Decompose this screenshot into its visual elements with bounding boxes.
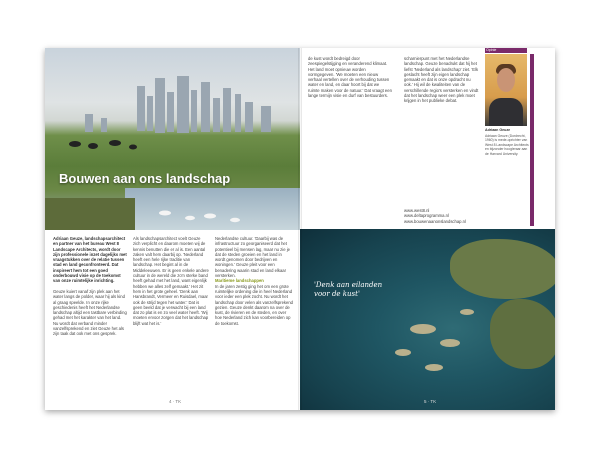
cows-and-swans (45, 48, 300, 230)
article-title: Bouwen aan ons landschap (59, 171, 231, 186)
sidebar-caption: Adriaan Geuze (Dordrecht, 1960) is mede-oprichter van West 8 Landscape Architects en bijzonder hoogleraar aan de Harvard University. (485, 134, 529, 156)
right-column-1 (308, 56, 392, 98)
link-item[interactable]: www.deltaprogramma.nl (404, 213, 449, 219)
portrait-face (497, 68, 515, 92)
sand-island (410, 324, 436, 334)
sidebar-accent-bar (530, 54, 534, 226)
sand-island (425, 364, 443, 371)
sand-island (395, 349, 411, 356)
magazine-spread (45, 48, 555, 410)
web-links (404, 208, 466, 224)
portrait-body (489, 98, 523, 126)
body-paragraph: de kust wordt bedreigd door zeespiegelstijging en veranderend klimaat. Het land moet opnieuw worden vormgegeven. 'We moeten een nieuw verhaal vertellen over de verhouding tussen water en land, en daar hoort bij dat we ruimte maken voor de natuur.' Dat vraagt een lange termijn visie en durf van bestuurders. (308, 56, 392, 99)
aerial-photo (300, 229, 555, 410)
link-item[interactable]: www.bouwenaanonslandschap.nl (404, 218, 466, 224)
body-paragraph: Als landschapsarchitect voelt Geuze zich verplicht en daarom moeten wij de kennis benutten die er al is. Een aantal zaken valt hem daarbij op. 'Nederland heeft een hele rijke traditie van landschap. Het begint al in de Middeleeuwen. Er is geen enkele andere cultuur in de wereld die zo'n sterke band heeft gehad met het land, want eigenlijk hebben we alles zelf gemaakt.' Het zit hem in het grote geheel. 'Denk aan Hansbrandt, Vermeer en Ruisdael, maar ook de strijd tegen het water.' Dat is geen beeld dat je verwacht bij een land dat zo plat is en zo veel water heeft. 'Wij moeten ervoor zorgen dat het landschap blijft wat het is.' (133, 236, 209, 326)
land-mass (490, 299, 555, 369)
body-paragraph: In de jaren zestig ging het om een grote ruimtelijke ordening die in heel Nederland voor ieder een plek zocht. Nu wordt het landschap door velen als vanzelfsprekend gezien. Geuze denkt daarom na over de kust, de rivieren en de steden, en over hoe Nederland zich kan voorbereiden op de toekomst. (215, 283, 293, 326)
pull-quote: 'Denk aan eilanden voor de kust' (314, 281, 383, 298)
left-column-2 (133, 236, 209, 326)
section-subheading: Maritieme landschappen (215, 278, 264, 284)
intro-paragraph: Adriaan Geuze, landschapsarchitect en partner van het bureau West 8 Landscape Architects, wordt door zijn professionele inzet dagelijks met vraagstukken over de relatie tussen stad en land geconfronteerd. Dat inspireert hem tot een goed onderbouwd visie op de toekomst van onze ruimtelijke inrichting. (53, 236, 127, 284)
left-page (45, 48, 300, 410)
body-paragraph: Geuze kuiert vanaf zijn plek aan het water langs de polder, waar hij als kind al graag speelde. In onze rijke geschiedenis heeft het Nederlandse landschap altijd een tastbare verbinding gehad met het karakter van het land. Nu wordt dat verband minder vanzelfsprekend en ziet Geuze het als zijn taak dat ook met ons gesprek. (53, 288, 127, 337)
page-number-left: 4 · TK (169, 399, 182, 404)
right-column-2 (404, 56, 480, 104)
spread-gutter (298, 48, 302, 410)
sand-island (460, 309, 474, 315)
sidebar-tag: Opinie (485, 48, 527, 53)
body-paragraph: Nederlandse cultuur. 'Daarbij was de infrastructuur zo georganiseerd dat het potentieel bij mensen lag, maar nu zie je dat de steden groeien en het land in wordt genomen door bedrijven en woningen.' Geuze pleit voor een benadering waarin stad en land elkaar versterken. (215, 236, 290, 279)
left-column-3 (215, 236, 293, 326)
left-column-1 (53, 236, 127, 337)
body-paragraph: scharnierpunt met het Nederlandse landschap. Geuze benadrukt dat hij het liefst 'Nederland als landschap' ziet. 'Elk geslacht heeft zijn eigen landschap gemaakt en dat is onze opdracht nu ook.' Hij wil de kwaliteiten van de verschillende regio's versterken en vindt dat het landschap weer een plek moet krijgen in het publieke debat. (404, 56, 479, 104)
author-portrait (485, 54, 527, 126)
page-number-right: 5 · TK (424, 399, 437, 404)
sand-island (440, 339, 460, 347)
sidebar-name: Adriaan Geuze (485, 128, 511, 132)
right-page (300, 48, 555, 410)
link-item[interactable]: www.west8.nl (404, 208, 430, 213)
hero-photo (45, 48, 300, 230)
land-mass (450, 239, 555, 299)
